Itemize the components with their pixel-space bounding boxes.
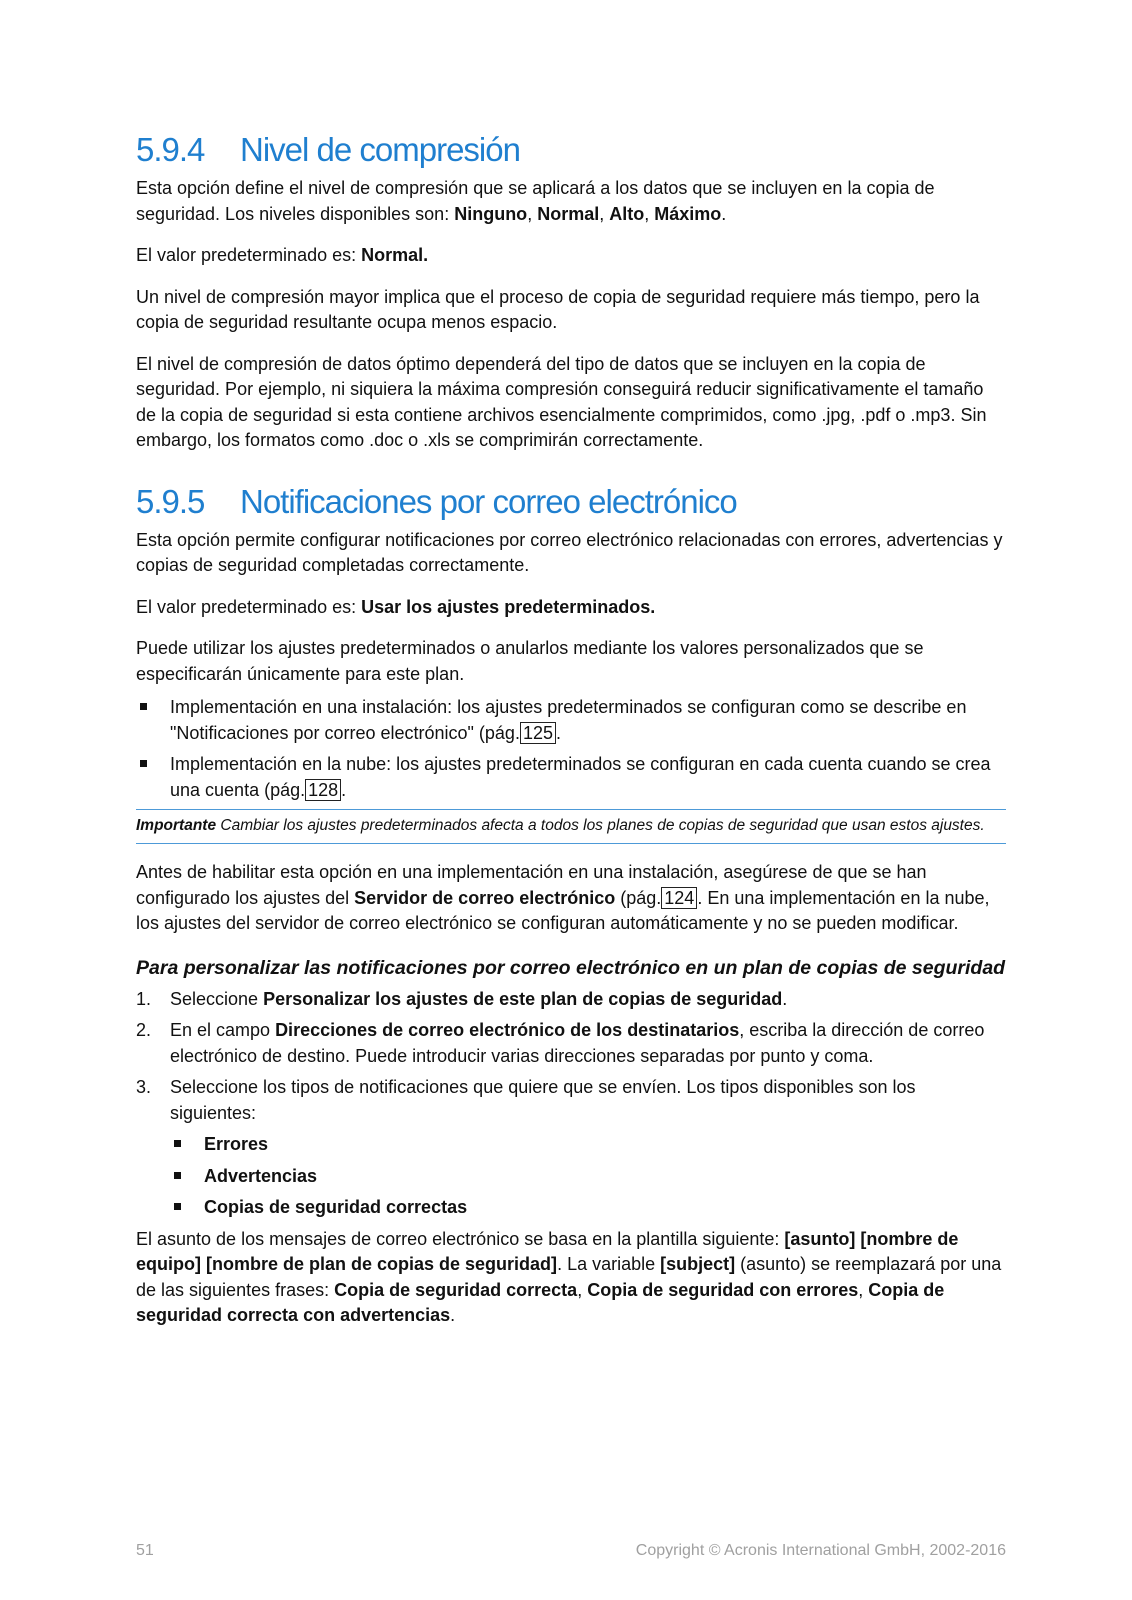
list-item: Implementación en una instalación: los ajustes predeterminados se configuran como se describe en "Notificaciones por correo electrónico" (pág. 125 .: [136, 695, 1006, 746]
section-heading-notifications: [136, 482, 1006, 522]
section-heading-compression: [136, 130, 1006, 170]
deployment-list: [136, 695, 1006, 803]
compression-intro: Esta opción define el nivel de compresión que se aplicará a los datos que se incluyen en la copia de seguridad. Los niveles disponibles son: Ninguno, Normal, Alto, Máximo.: [136, 178, 935, 224]
notifications-paragraph: Puede utilizar los ajustes predeterminados o anularlos mediante los valores personalizados que se especificarán únicamente para este plan.: [136, 638, 924, 684]
notifications-default: El valor predeterminado es: Usar los ajustes predeterminados.: [136, 596, 656, 617]
mail-server-paragraph: Antes de habilitar esta opción en una implementación en una instalación, asegúrese de que se han configurado los ajustes del Servidor de correo electrónico (pág. 124 . En una implementación en la nube, los ajustes del servidor de correo electrónico se configuran automáticamente y no se pueden modificar.: [136, 862, 990, 933]
page-reference-link[interactable]: 125: [520, 722, 556, 744]
step-item: 2. En el campo Direcciones de correo electrónico de los destinatarios, escriba la dirección de correo electrónico de destino. Puede introducir varias direcciones separadas por punto y coma.: [136, 1020, 985, 1066]
notifications-intro: Esta opción permite configurar notificaciones por correo electrónico relacionadas con errores, advertencias y copias de seguridad completadas correctamente.: [136, 529, 1003, 575]
list-item: Implementación en la nube: los ajustes predeterminados se configuran en cada cuenta cuando se crea una cuenta (pág. 128 .: [136, 752, 1006, 803]
compression-paragraph-detail: El nivel de compresión de datos óptimo dependerá del tipo de datos que se incluyen en la copia de seguridad. Por ejemplo, ni siquiera la máxima compresión conseguirá reducir significativamente el tamaño de la copia de seguridad si esta contiene archivos esencialmente comprimidos, como .jpg, .pdf o .mp3. Sin embargo, los formatos como .doc o .xls se comprimirán correctamente.: [136, 353, 987, 450]
page-reference-link[interactable]: 124: [661, 887, 697, 909]
page-number: 51: [136, 1542, 154, 1559]
list-item: Errores: [170, 1132, 1006, 1158]
section-number: 5.9.4: [136, 131, 205, 168]
compression-default: El valor predeterminado es: Normal.: [136, 245, 429, 265]
page-footer: [136, 1542, 1006, 1560]
document-page: [136, 130, 1006, 1329]
note-text: Cambiar los ajustes predeterminados afecta a todos los planes de copias de seguridad que usan estos ajustes.: [216, 817, 985, 834]
page-reference-link[interactable]: 128: [305, 779, 341, 801]
list-item: Advertencias: [170, 1164, 1006, 1190]
step-item: 3. Seleccione los tipos de notificaciones que quiere que se envíen. Los tipos disponibles son los siguientes: Errores Advertencias Copias de seguridad correctas: [136, 1075, 1006, 1221]
copyright-text: Copyright © Acronis International GmbH, 2002-2016: [635, 1542, 1006, 1559]
section-title: Nivel de compresión: [240, 131, 520, 168]
procedure-steps: [136, 987, 1006, 1221]
important-note: [136, 809, 1006, 844]
note-label: Importante: [136, 817, 217, 834]
section-number: 5.9.5: [136, 482, 205, 520]
notification-types-list: [170, 1132, 1006, 1221]
procedure-title: Para personalizar las notificaciones por correo electrónico en un plan de copias de seguridad: [136, 956, 1006, 979]
list-item: Copias de seguridad correctas: [170, 1195, 1006, 1221]
step-item: 1. Seleccione Personalizar los ajustes de este plan de copias de seguridad.: [136, 988, 788, 1009]
subject-template-paragraph: El asunto de los mensajes de correo electrónico se basa en la plantilla siguiente: [asunto] [nombre de equipo] [nombre de plan de copias de seguridad]. La variable [subject] (asunto) se reemplazará por una de las siguientes frases: Copia de seguridad correcta, Copia de seguridad con errores, Copia de seguridad correcta con advertencias.: [136, 1228, 1002, 1325]
section-title: Notificaciones por correo electrónico: [240, 482, 737, 520]
compression-paragraph: Un nivel de compresión mayor implica que el proceso de copia de seguridad requiere más tiempo, pero la copia de seguridad resultante ocupa menos espacio.: [136, 286, 980, 332]
